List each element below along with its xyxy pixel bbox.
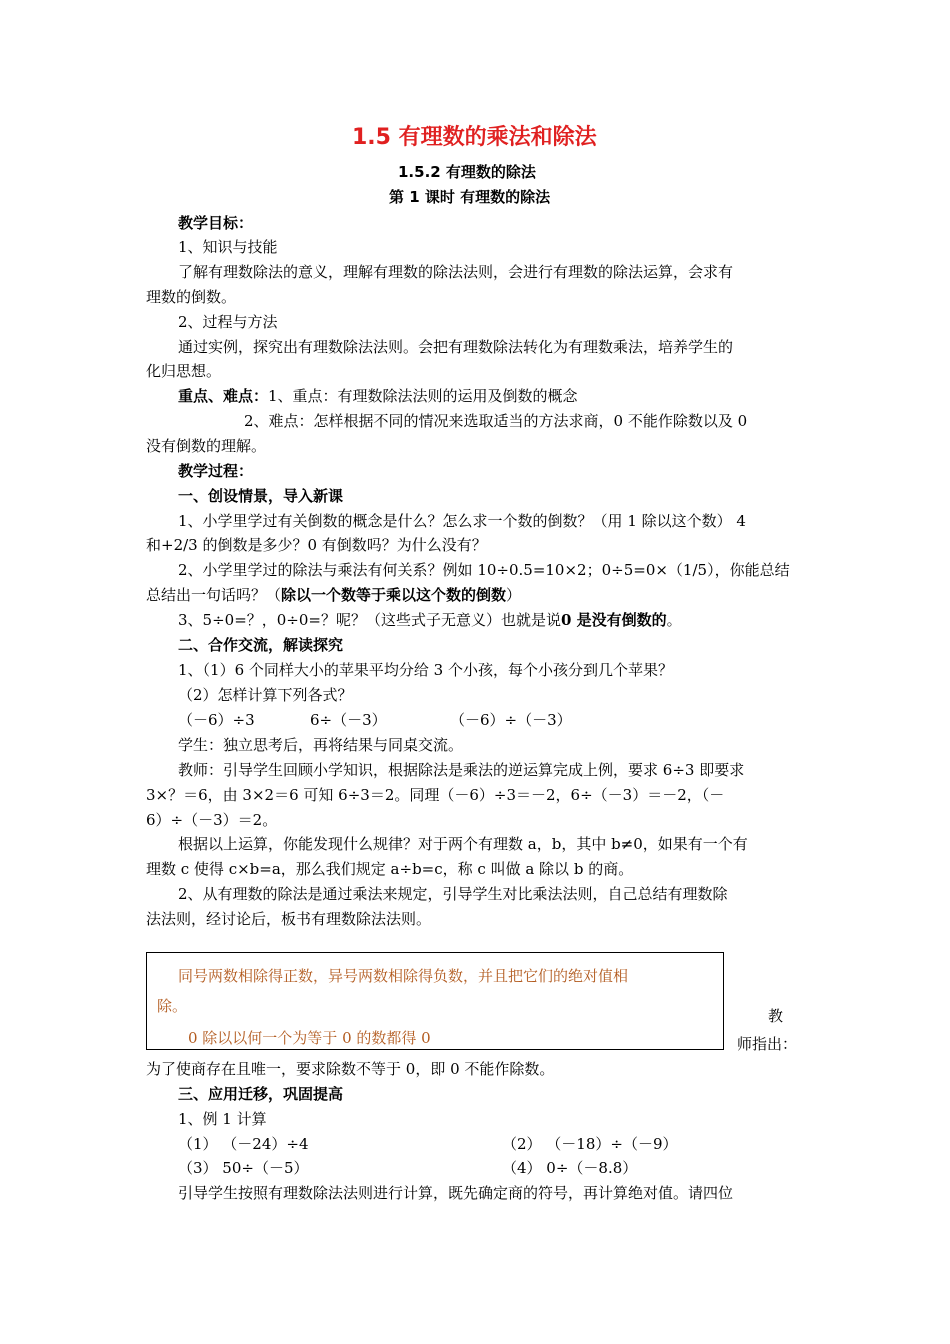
side-note-line1: 教 — [768, 1007, 784, 1025]
key-point-1: 1、重点：有理数除法法则的运用及倒数的概念 — [268, 387, 578, 405]
example-3: （3） 50÷（－5） — [178, 1159, 309, 1177]
s2-p2-line1: 2、从有理数的除法是通过乘法来规定，引导学生对比乘法法则，自己总结有理数除 — [178, 885, 728, 903]
example-2: （2） （－18）÷（－9） — [502, 1135, 678, 1153]
s1-p2-emphasis: 除以一个数等于乘以这个数的倒数 — [281, 586, 507, 604]
teacher-line3: 6）÷（－3）＝2。 — [146, 811, 278, 829]
expression-2: 6÷（－3） — [310, 711, 387, 729]
s2-question1: 1、（1）6 个同样大小的苹果平均分给 3 个小孩，每个小孩分到几个苹果？ — [178, 661, 673, 679]
s1-p2-close: ） — [506, 586, 522, 604]
rule-line2: 理数 c 使得 c×b=a，那么我们规定 a÷b=c，称 c 叫做 a 除以 b 的商。 — [146, 860, 634, 878]
s1-p2-line2 — [146, 585, 521, 605]
section-subtitle: 1.5.2 有理数的除法 — [398, 163, 536, 181]
section2-heading: 二、合作交流，解读探究 — [178, 636, 344, 654]
goal2-heading: 2、过程与方法 — [178, 313, 278, 331]
student-text: 学生：独立思考后，再将结果与同桌交流。 — [178, 736, 464, 754]
section1-heading: 一、创设情景，导入新课 — [178, 487, 344, 505]
after-box-text: 为了使商存在且唯一，要求除数不等于 0，即 0 不能作除数。 — [146, 1060, 555, 1078]
s1-p1-line1: 1、小学里学过有关倒数的概念是什么？怎么求一个数的倒数？（用 1 除以这个数） 4 — [178, 512, 746, 530]
process-heading: 教学过程： — [178, 462, 254, 480]
goal1-line2: 理数的倒数。 — [146, 288, 237, 306]
key-point-2-line2: 没有倒数的理解。 — [146, 437, 267, 455]
s2-p2-line2: 法法则，经讨论后，板书有理数除法法则。 — [146, 910, 432, 928]
box-line1: 同号两数相除得正数，异号两数相除得负数，并且把它们的绝对值相 — [178, 967, 629, 985]
expression-1: （－6）÷3 — [178, 711, 255, 729]
s1-p2-line1: 2、小学里学过的除法与乘法有何关系？例如 10÷0.5=10×2；0÷5=0×（1/5），你能总结 — [178, 561, 790, 579]
goal1-heading: 1、知识与技能 — [178, 238, 278, 256]
example-heading: 1、例 1 计算 — [178, 1110, 267, 1128]
box-line3: 0 除以以何一个为等于 0 的数都得 0 — [188, 1029, 431, 1047]
example-4: （4） 0÷（－8.8） — [502, 1159, 638, 1177]
s1-p3 — [178, 610, 682, 630]
goal1-line1: 了解有理数除法的意义，理解有理数的除法法则，会进行有理数的除法运算，会求有 — [178, 263, 734, 281]
key-points-line — [178, 386, 578, 406]
page-title: 1.5 有理数的乘法和除法 — [352, 125, 597, 150]
s1-p1-line2: 和+2/3 的倒数是多少？0 有倒数吗？为什么没有？ — [146, 536, 487, 554]
key-point-2-line1: 2、难点：怎样根据不同的情况来选取适当的方法求商，0 不能作除数以及 0 — [244, 412, 748, 430]
s1-p2-text: 总结出一句话吗？（ — [146, 586, 282, 604]
key-label: 重点、难点： — [178, 387, 269, 405]
section3-heading: 三、应用迁移，巩固提高 — [178, 1085, 344, 1103]
last-line: 引导学生按照有理数除法法则进行计算，既先确定商的符号，再计算绝对值。请四位 — [178, 1184, 734, 1202]
s1-p3-emphasis: 0 是没有倒数的 — [561, 611, 667, 629]
side-note-line2: 师指出： — [737, 1035, 798, 1053]
box-line2: 除。 — [157, 997, 188, 1015]
expression-3: （－6）÷（－3） — [450, 711, 572, 729]
example-1: （1） （－24）÷4 — [178, 1135, 309, 1153]
s2-question2: （2）怎样计算下列各式？ — [178, 686, 353, 704]
s1-p3-end: 。 — [666, 611, 682, 629]
rule-line1: 根据以上运算，你能发现什么规律？对于两个有理数 a，b，其中 b≠0，如果有一个有 — [178, 835, 748, 853]
lesson-title: 第 1 课时 有理数的除法 — [389, 188, 551, 206]
goal2-line2: 化归思想。 — [146, 362, 222, 380]
goal2-line1: 通过实例，探究出有理数除法法则。会把有理数除法转化为有理数乘法，培养学生的 — [178, 338, 734, 356]
teacher-line2: 3×？＝6，由 3×2＝6 可知 6÷3＝2。同理（－6）÷3＝－2，6÷（－3）＝－2，（－ — [146, 786, 725, 804]
teacher-line1: 教师：引导学生回顾小学知识，根据除法是乘法的逆运算完成上例，要求 6÷3 即要求 — [178, 761, 745, 779]
goals-heading: 教学目标： — [178, 214, 254, 232]
s1-p3-text: 3、5÷0=？，0÷0=？呢？（这些式子无意义）也就是说 — [178, 611, 561, 629]
